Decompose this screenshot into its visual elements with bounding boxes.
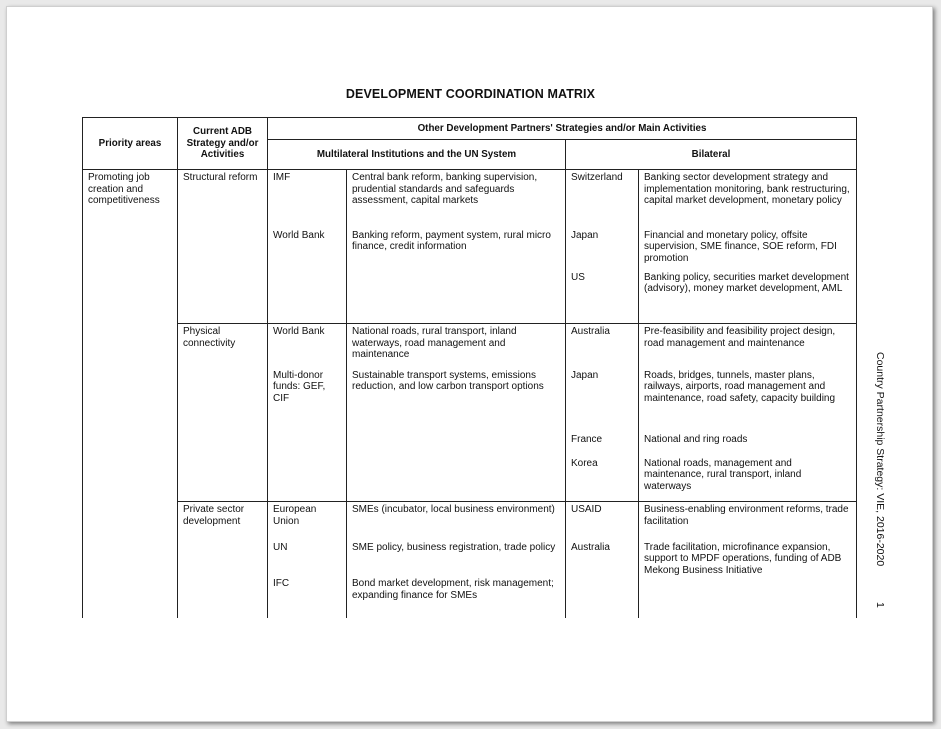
bilateral-country-cell [566, 576, 639, 618]
bilateral-activity-text: Business-enabling environment reforms, trade facilitation [644, 504, 849, 527]
adb-activity-cell [178, 270, 268, 324]
priority-area-text [88, 228, 172, 230]
bilateral-country-cell [566, 456, 639, 502]
bilateral-country-text: US [571, 271, 585, 283]
priority-area-cell [83, 502, 178, 540]
adb-activity-cell [178, 456, 268, 502]
multilateral-institution-text: World Bank [273, 229, 325, 241]
multilateral-institution-cell [268, 368, 347, 432]
multilateral-institution-text [273, 432, 341, 434]
adb-activity-text [183, 270, 262, 272]
multilateral-institution-cell [268, 170, 347, 228]
multilateral-activity-cell [347, 170, 566, 228]
adb-activity-text [183, 432, 262, 434]
table-row [83, 368, 857, 432]
priority-area-text [88, 540, 172, 542]
multilateral-activity-cell [347, 456, 566, 502]
coordination-matrix-table [82, 117, 857, 618]
multilateral-activity-cell [347, 270, 566, 324]
adb-activity-text: Structural reform [183, 172, 258, 183]
bilateral-country-cell [566, 432, 639, 456]
multilateral-institution-text: Multi-donor funds: GEF, CIF [273, 369, 326, 404]
priority-area-cell [83, 170, 178, 228]
priority-area-cell [83, 228, 178, 270]
bilateral-country-cell [566, 228, 639, 270]
priority-area-text [88, 432, 172, 434]
matrix-body [83, 170, 857, 619]
bilateral-country-cell [566, 170, 639, 228]
adb-activity-cell [178, 170, 268, 228]
header-multilateral: Multilateral Institutions and the UN System [268, 140, 566, 170]
header-adb-strategy: Current ADB Strategy and/or Activities [178, 118, 268, 170]
multilateral-activity-text [352, 456, 560, 458]
bilateral-activity-cell [639, 540, 857, 577]
multilateral-activity-cell [347, 324, 566, 368]
multilateral-institution-text: IMF [273, 172, 291, 183]
priority-area-cell [83, 324, 178, 368]
bilateral-activity-cell [639, 502, 857, 540]
adb-activity-text [183, 228, 262, 230]
adb-activity-text [183, 456, 262, 458]
bilateral-activity-text: Roads, bridges, tunnels, master plans, railways, airports, road management and maintenance, road safety, capacity building [644, 369, 836, 404]
multilateral-institution-cell [268, 576, 347, 618]
bilateral-activity-text: Trade facilitation, microfinance expansion, support to MPDF operations, funding of ADB Mekong Business Initiative [644, 541, 842, 576]
multilateral-institution-cell [268, 228, 347, 270]
bilateral-activity-cell [639, 368, 857, 432]
bilateral-activity-text: National and ring roads [644, 433, 748, 445]
multilateral-institution-cell [268, 270, 347, 324]
multilateral-institution-text: UN [273, 541, 288, 553]
adb-activity-cell [178, 502, 268, 540]
table-row [83, 432, 857, 456]
table-row [83, 576, 857, 618]
priority-area-text [88, 456, 172, 458]
bilateral-activity-text [644, 576, 851, 578]
priority-area-text [88, 324, 172, 326]
multilateral-institution-cell [268, 432, 347, 456]
priority-area-cell [83, 456, 178, 502]
bilateral-country-cell [566, 324, 639, 368]
bilateral-activity-cell [639, 324, 857, 368]
multilateral-activity-cell [347, 540, 566, 577]
multilateral-institution-cell [268, 540, 347, 577]
bilateral-activity-text: Pre-feasibility and feasibility project design, road management and maintenance [644, 326, 836, 349]
side-running-header-text: Country Partnership Strategy: VIE, 2016-2020 [874, 352, 886, 567]
multilateral-activity-text: Sustainable transport systems, emissions reduction, and low carbon transport options [352, 369, 544, 392]
bilateral-country-text: Korea [571, 457, 598, 469]
bilateral-country-text: Switzerland [571, 172, 623, 183]
bilateral-activity-cell [639, 456, 857, 502]
multilateral-institution-text: European Union [273, 504, 317, 527]
bilateral-country-text: Japan [571, 369, 599, 381]
bilateral-country-text: France [571, 433, 603, 445]
bilateral-activity-text: National roads, management and maintenance, rural transport, inland waterways [644, 457, 802, 492]
adb-activity-cell [178, 228, 268, 270]
table-row [83, 228, 857, 270]
bilateral-activity-text: Financial and monetary policy, offsite supervision, SME finance, SOE reform, FDI promotion [644, 229, 837, 264]
header-priority-areas: Priority areas [83, 118, 178, 170]
multilateral-activity-cell [347, 432, 566, 456]
bilateral-country-cell [566, 502, 639, 540]
adb-activity-cell [178, 576, 268, 618]
side-running-header [874, 352, 886, 620]
bilateral-country-text: Australia [571, 541, 610, 553]
multilateral-activity-cell [347, 576, 566, 618]
adb-activity-text: Physical connectivity [183, 326, 236, 349]
priority-area-text [88, 270, 172, 272]
multilateral-activity-text [352, 270, 560, 272]
adb-activity-cell [178, 540, 268, 577]
multilateral-activity-text: SMEs (incubator, local business environment) [352, 504, 555, 515]
multilateral-activity-cell [347, 228, 566, 270]
bilateral-country-text: USAID [571, 504, 602, 515]
adb-activity-text [183, 576, 262, 578]
multilateral-institution-cell [268, 502, 347, 540]
priority-area-text [88, 368, 172, 370]
bilateral-activity-cell [639, 170, 857, 228]
priority-area-text [88, 502, 172, 504]
header-other-partners: Other Development Partners' Strategies and/or Main Activities [268, 118, 857, 140]
adb-activity-text [183, 368, 262, 370]
bilateral-activity-text: Banking sector development strategy and implementation monitoring, bank restructuring, capital market development, monetary policy [644, 172, 850, 206]
bilateral-activity-cell [639, 228, 857, 270]
multilateral-activity-text: National roads, rural transport, inland waterways, road management and maintenance [352, 326, 517, 360]
multilateral-activity-text: Central bank reform, banking supervision, prudential standards and safeguards assessment, capital markets [352, 172, 538, 206]
adb-activity-cell [178, 432, 268, 456]
adb-activity-text: Private sector development [183, 504, 245, 527]
table-row [83, 170, 857, 228]
bilateral-activity-cell [639, 432, 857, 456]
multilateral-institution-text [273, 270, 341, 272]
bilateral-country-cell [566, 270, 639, 324]
bilateral-country-cell [566, 540, 639, 577]
table-row [83, 456, 857, 502]
multilateral-activity-text [352, 432, 560, 434]
priority-area-text [88, 576, 172, 578]
multilateral-institution-text: World Bank [273, 326, 325, 337]
multilateral-activity-cell [347, 502, 566, 540]
multilateral-activity-text: SME policy, business registration, trade policy [352, 541, 556, 553]
page-number: 1 [874, 602, 886, 608]
bilateral-country-text: Australia [571, 326, 610, 337]
header-bilateral: Bilateral [566, 140, 857, 170]
bilateral-activity-cell [639, 576, 857, 618]
multilateral-institution-text [273, 456, 341, 458]
bilateral-activity-cell [639, 270, 857, 324]
bilateral-country-cell [566, 368, 639, 432]
adb-activity-cell [178, 368, 268, 432]
adb-activity-cell [178, 324, 268, 368]
priority-area-cell [83, 270, 178, 324]
multilateral-institution-cell [268, 456, 347, 502]
bilateral-country-text [571, 576, 633, 578]
page-title: DEVELOPMENT COORDINATION MATRIX [345, 87, 596, 101]
multilateral-activity-text: Banking reform, payment system, rural micro finance, credit information [352, 229, 551, 252]
priority-area-cell [83, 576, 178, 618]
priority-area-text: Promoting job creation and competitiveness [88, 172, 160, 206]
multilateral-activity-text: Bond market development, risk management; expanding finance for SMEs [352, 578, 554, 601]
priority-area-cell [83, 432, 178, 456]
multilateral-institution-text: IFC [273, 578, 290, 589]
multilateral-institution-cell [268, 324, 347, 368]
priority-area-cell [83, 540, 178, 577]
table-row [83, 270, 857, 324]
multilateral-activity-cell [347, 368, 566, 432]
bilateral-country-text: Japan [571, 229, 599, 241]
table-row [83, 540, 857, 577]
table-row [83, 502, 857, 540]
adb-activity-text [183, 540, 262, 542]
priority-area-cell [83, 368, 178, 432]
bilateral-activity-text: Banking policy, securities market development (advisory), money market development, AML [644, 271, 849, 294]
table-row [83, 324, 857, 368]
